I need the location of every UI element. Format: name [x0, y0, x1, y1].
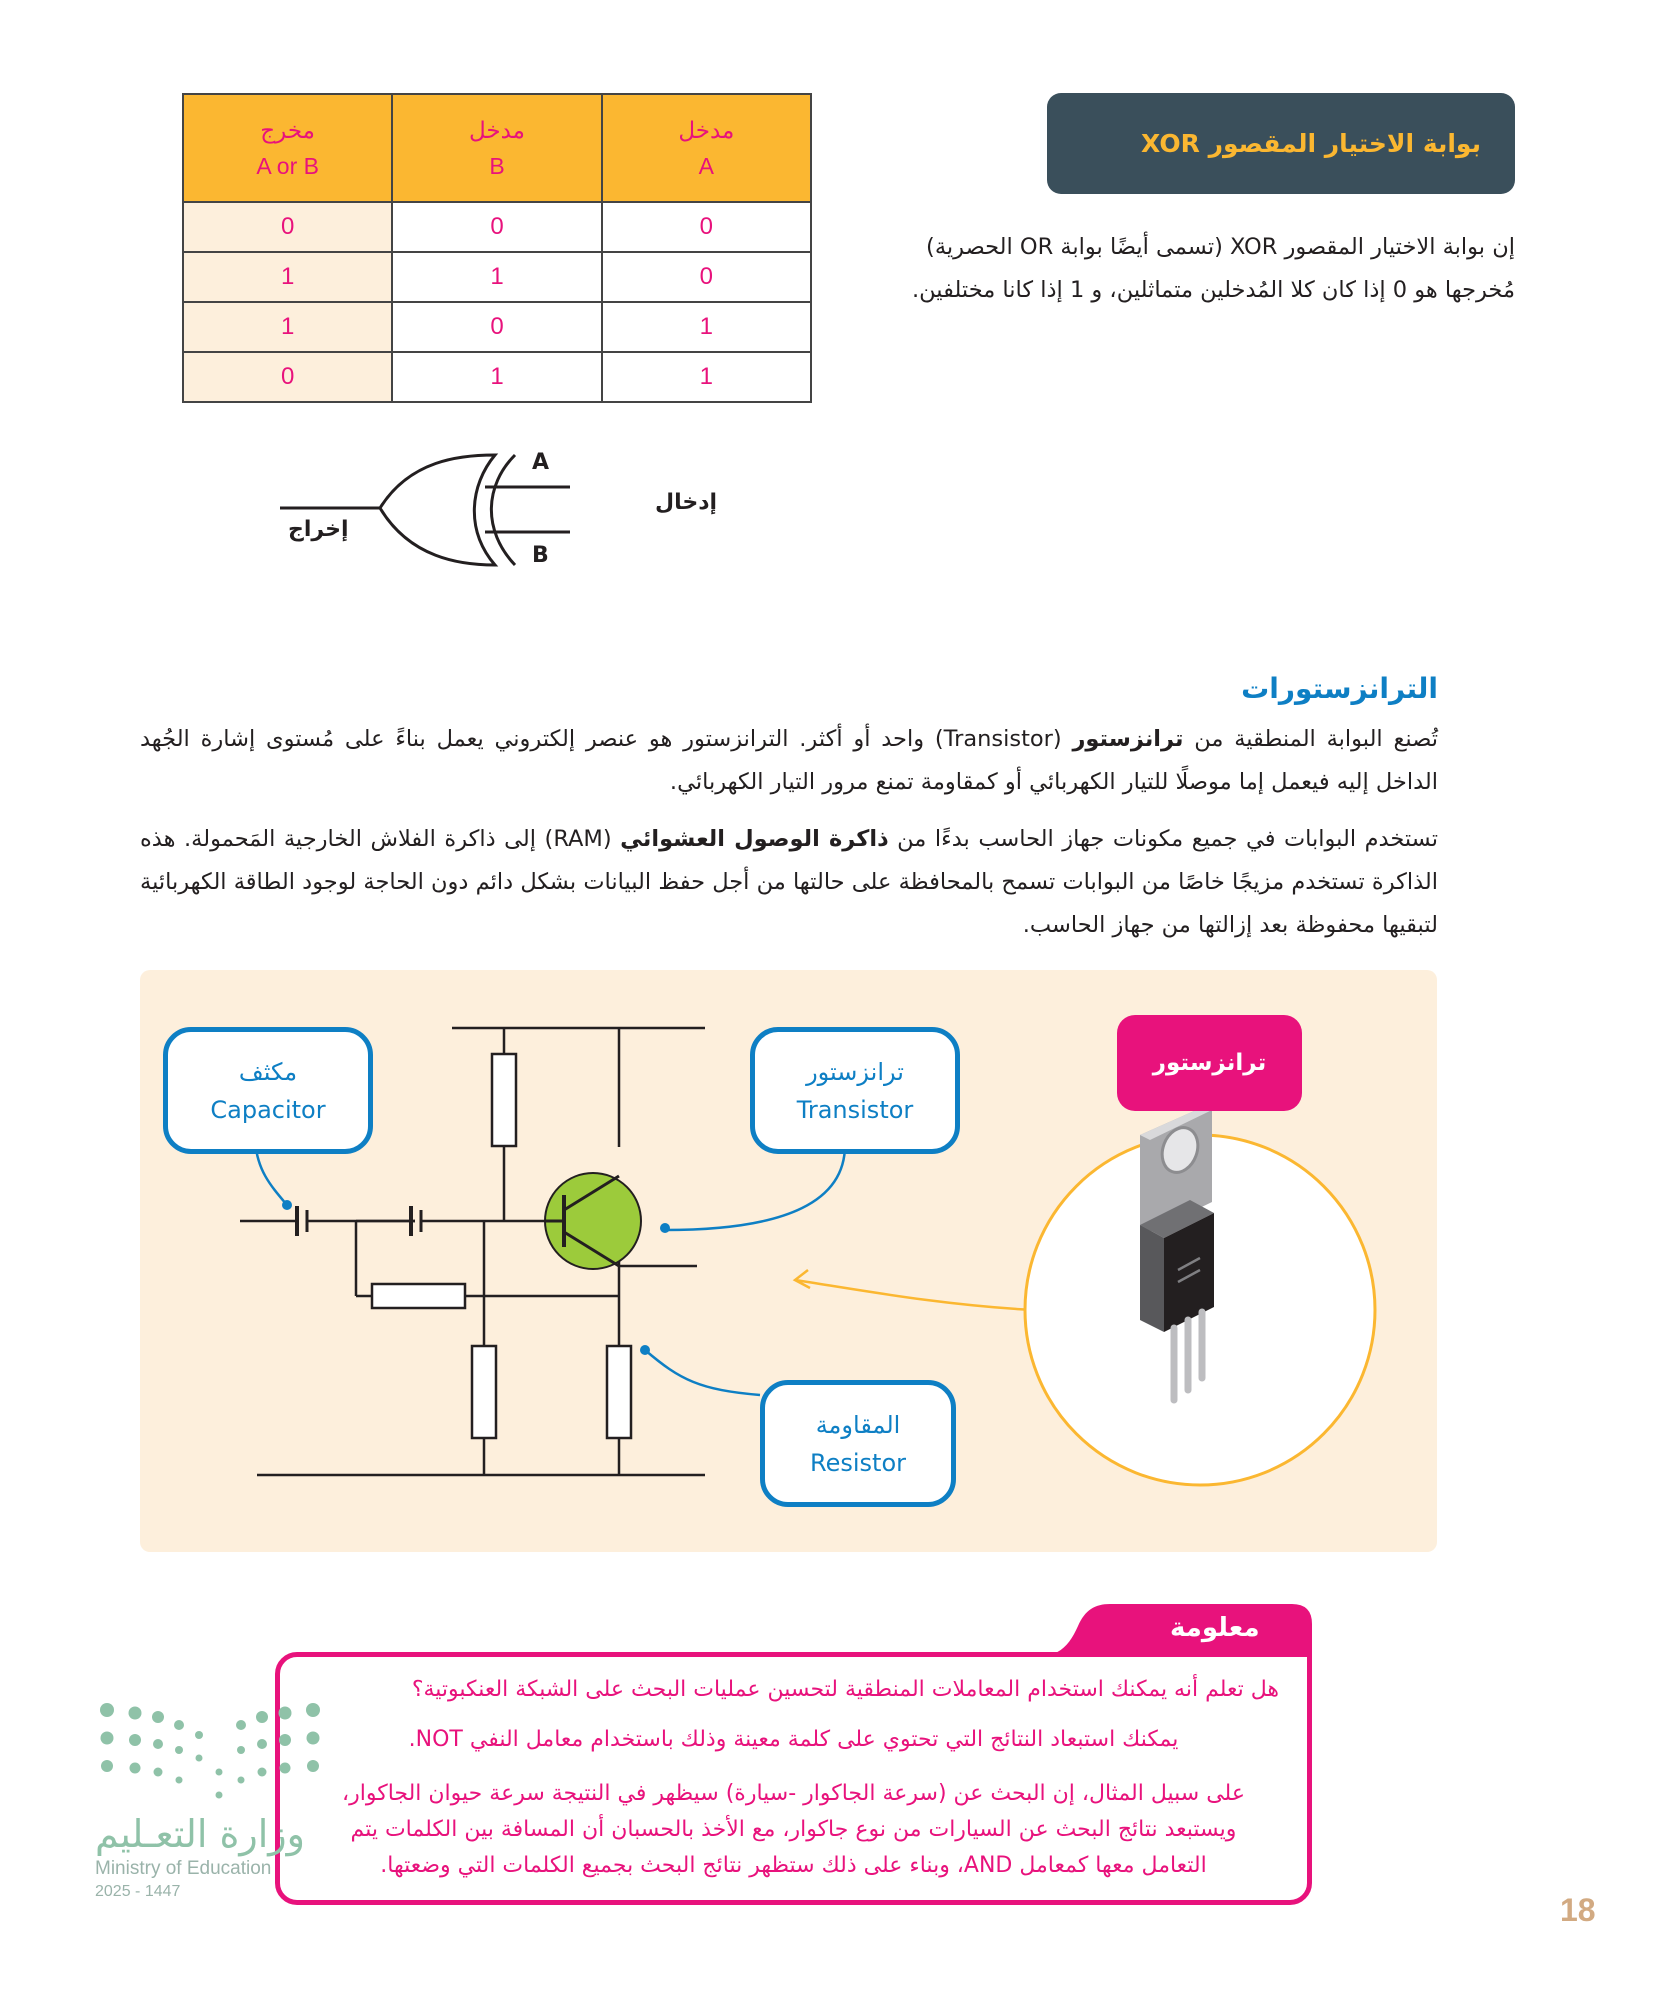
- cell-input-b: 1: [392, 252, 601, 302]
- cell-input-a: 0: [602, 202, 811, 252]
- header-label-ar: مدخل: [468, 117, 525, 143]
- connector-dot: [282, 1200, 292, 1210]
- gate-xor-arc: [491, 455, 515, 565]
- xor-gate-symbol: [270, 440, 570, 580]
- logo-english-text: Ministry of Education: [95, 1858, 272, 1879]
- resistor-callout: [760, 1380, 956, 1507]
- callout-label-en: Capacitor: [210, 1095, 326, 1124]
- capacitor-callout: [163, 1027, 373, 1154]
- transistor-connector: [665, 1145, 845, 1230]
- text-run: (Transistor) واحد أو أكثر. الترانزستور هو عنصر إلكتروني يعمل بناءً على مُستوى إشارة الجُهد الداخل إليه فيعمل إما موصلًا للتيار الكهربائي أو كمقاومة تمنع مرور التيار الكهربائي.: [140, 726, 1438, 795]
- info-tab-label: معلومة: [1170, 1613, 1260, 1643]
- callout-label-en: Transistor: [796, 1095, 914, 1124]
- resistor-top: [492, 1054, 516, 1146]
- callout-label-ar: المقاومة: [815, 1410, 901, 1439]
- badge-label: ترانزستور: [1152, 1050, 1267, 1076]
- bold-term: ترانزستور: [1072, 726, 1184, 752]
- cell-input-b: 0: [392, 202, 601, 252]
- info-line: يمكنك استبعاد النتائج التي تحتوي على كلمة معينة وذلك باستخدام معامل النفي NOT.: [408, 1727, 1179, 1752]
- header-label-ar: مدخل: [678, 117, 735, 143]
- resistor-bottom-left: [472, 1346, 496, 1438]
- connector-dot: [640, 1345, 650, 1355]
- info-line: التعامل معها كمعامل AND، وبناء على ذلك ستظهر نتائج البحث بجميع الكلمات التي وضعتها.: [380, 1853, 1207, 1878]
- gates-paragraph: [140, 818, 1438, 947]
- cell-input-a: 0: [602, 252, 811, 302]
- info-line: هل تعلم أنه يمكنك استخدام المعاملات المنطقية لتحسين عمليات البحث على الشبكة العنكبوتية؟: [411, 1677, 1279, 1702]
- page-number: 18: [1560, 1892, 1596, 1928]
- ministry-logo: [95, 1700, 325, 1900]
- logo-year: 2025 - 1447: [95, 1883, 181, 1900]
- cell-input-b: 0: [392, 302, 601, 352]
- info-line: ويستبعد نتائج البحث عن السيارات من نوع جاكوار، مع الأخذ بالحسبان أن المسافة بين الكلمات يتم: [350, 1817, 1237, 1842]
- logo-arabic-text: وزارة التعـليم: [95, 1812, 306, 1856]
- info-box: [275, 1652, 1312, 1905]
- table-header-row: [183, 94, 811, 202]
- header-input-b: [392, 94, 601, 202]
- header-input-a: [602, 94, 811, 202]
- truth-table: [182, 93, 812, 403]
- resistor-connector: [645, 1350, 760, 1395]
- xor-description-line: إن بوابة الاختيار المقصور XOR (تسمى أيضًا بوابة OR الحصرية): [926, 234, 1515, 260]
- transistor-paragraph: [140, 718, 1438, 804]
- cell-input-a: 1: [602, 352, 811, 402]
- header-label-en: B: [489, 153, 505, 179]
- logo-dots-icon: [95, 1700, 325, 1805]
- input-label: إدخال: [655, 490, 718, 515]
- gate-body: [380, 455, 495, 565]
- section-title: بوابة الاختيار المقصور XOR: [1141, 129, 1481, 158]
- header-label-en: A or B: [256, 153, 319, 179]
- transistor-symbol: [545, 1173, 641, 1269]
- xor-description: [815, 226, 1515, 312]
- header-label-ar: مخرج: [260, 117, 316, 143]
- resistor-bottom-right: [607, 1346, 631, 1438]
- cell-output: 0: [183, 352, 392, 402]
- info-line: على سبيل المثال، إن البحث عن (سرعة الجاكوار -سيارة) سيظهر في النتيجة سرعة حيوان الجاكوار،: [342, 1781, 1245, 1806]
- cell-output: 1: [183, 302, 392, 352]
- input-a-label: A: [532, 450, 550, 475]
- cell-input-b: 1: [392, 352, 601, 402]
- callout-label-en: Resistor: [810, 1448, 906, 1477]
- text-run: (RAM) إلى ذاكرة الفلاش الخارجية المَحمولة. هذه الذاكرة تستخدم مزيجًا خاصًا من البوابات تسمح بالمحافظة على حالتها من أجل حفظ البيانات بشكل دائم دون الحاجة لوجود الطاقة الكهربائية لتبقيها محفوظة بعد إزالتها من جهاز الحاسب.: [140, 826, 1438, 938]
- cell-output: 0: [183, 202, 392, 252]
- connector-dot: [660, 1223, 670, 1233]
- cell-output: 1: [183, 252, 392, 302]
- section-heading: الترانزستورات: [1241, 672, 1438, 705]
- output-label: إخراج: [288, 517, 349, 542]
- table-row: [183, 352, 811, 402]
- cell-input-a: 1: [602, 302, 811, 352]
- header-output: [183, 94, 392, 202]
- text-run: تُصنع البوابة المنطقية من: [1183, 726, 1438, 752]
- callout-label-ar: مكثف: [238, 1057, 298, 1086]
- text-run: تستخدم البوابات في جميع مكونات جهاز الحاسب بدءًا من: [888, 826, 1438, 852]
- arrow-head-icon: [795, 1270, 810, 1288]
- table-row: [183, 302, 811, 352]
- body-side: [1140, 1225, 1164, 1332]
- section-title-box: [1047, 93, 1515, 194]
- table-row: [183, 202, 811, 252]
- table-row: [183, 252, 811, 302]
- callout-label-ar: ترانزستور: [806, 1057, 904, 1086]
- resistor-feedback: [372, 1284, 465, 1308]
- transistor-badge: [1117, 1015, 1302, 1111]
- transistor-callout: [750, 1027, 960, 1154]
- arrow-line: [795, 1280, 1033, 1310]
- xor-description-line: مُخرجها هو 0 إذا كان كلا المُدخلين متماثلين، و 1 إذا كانا مختلفين.: [912, 277, 1515, 303]
- bold-term: ذاكرة الوصول العشوائي: [620, 826, 889, 852]
- header-label-en: A: [698, 153, 714, 179]
- input-b-label: B: [532, 543, 549, 568]
